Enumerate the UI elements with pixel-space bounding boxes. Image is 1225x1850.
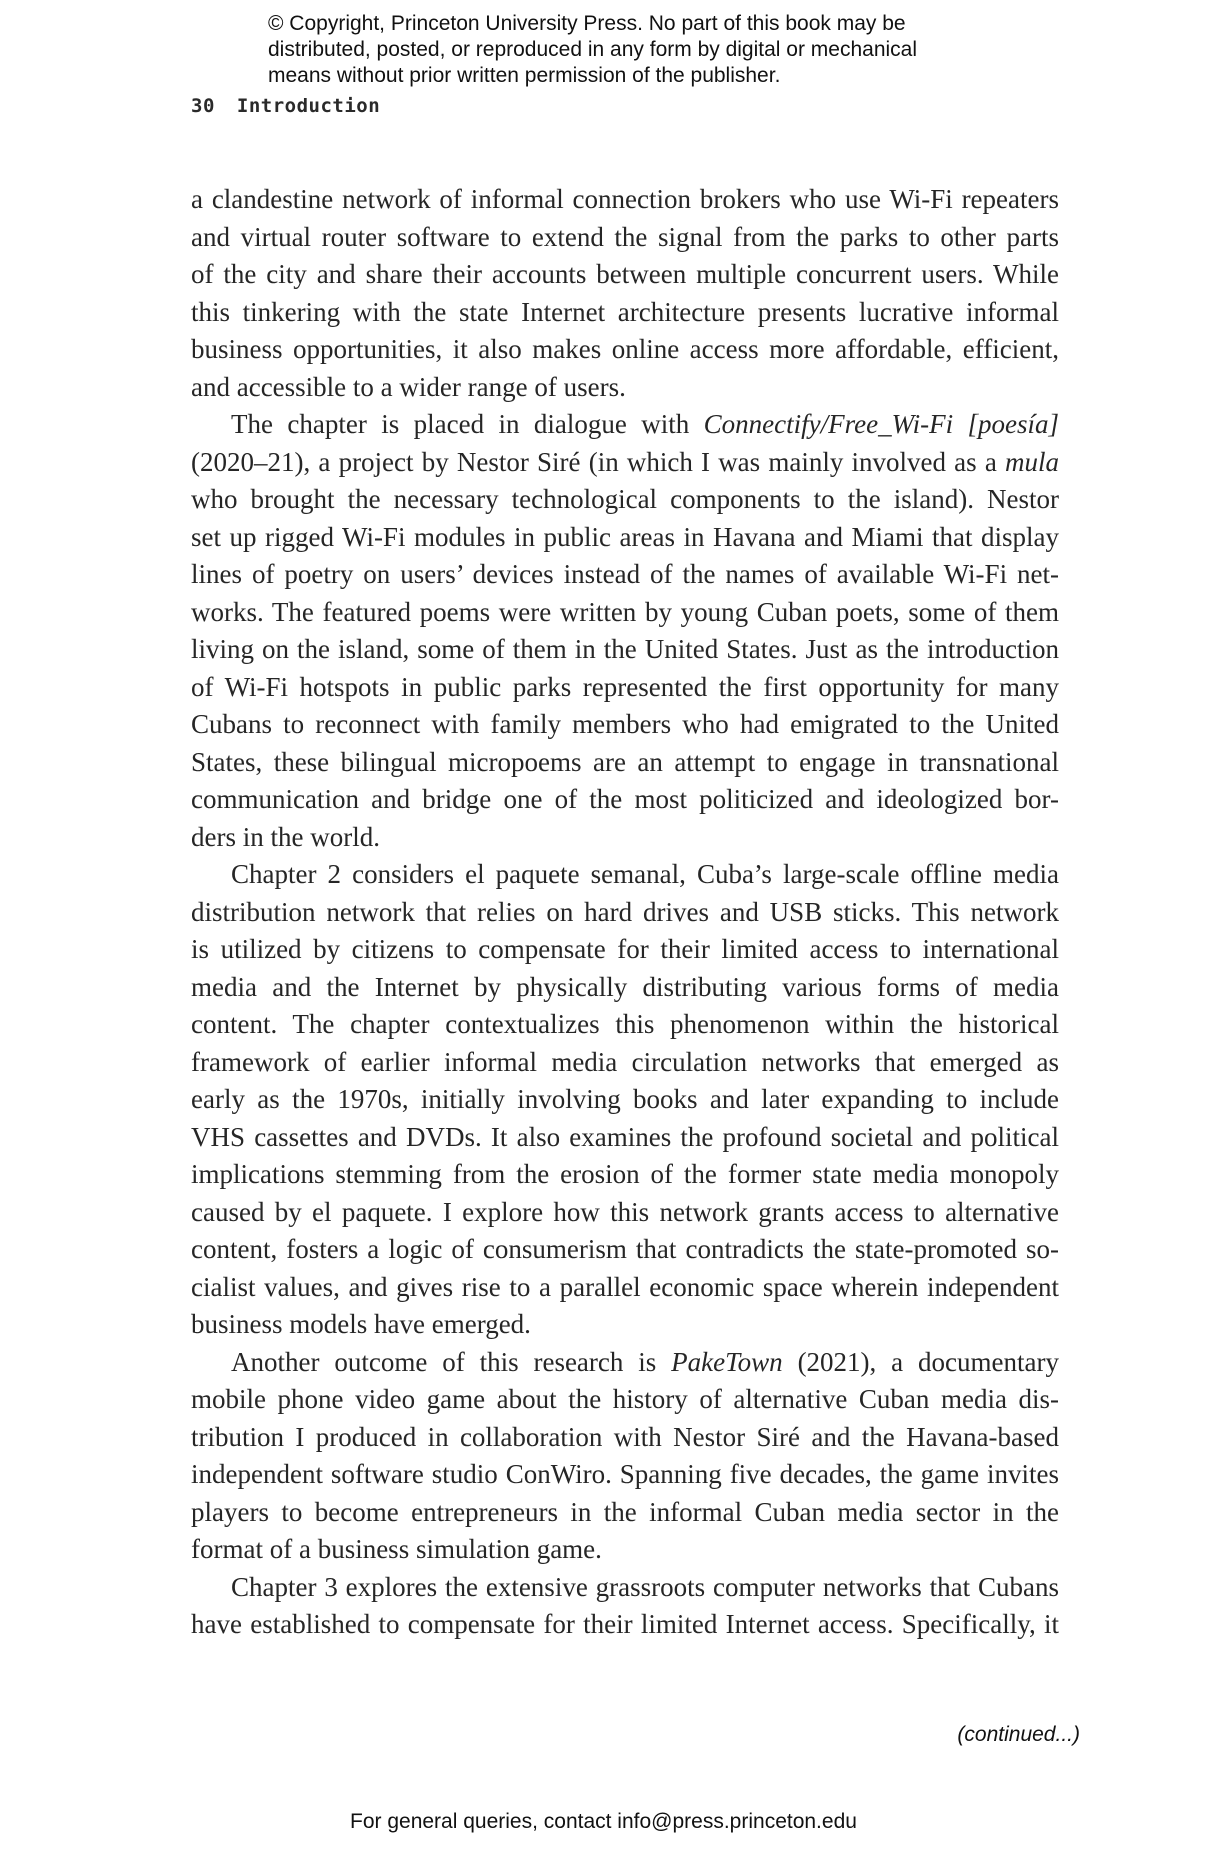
paragraph bbox=[191, 181, 1059, 406]
copyright-line: © Copyright, Princeton University Press. No part of this book may be bbox=[268, 12, 906, 35]
text-line bbox=[191, 1569, 1059, 1607]
text-line bbox=[191, 294, 1059, 332]
paragraph bbox=[191, 1344, 1059, 1569]
paragraph bbox=[191, 856, 1059, 1344]
text-run: and accessible to a wider range of users. bbox=[191, 371, 626, 402]
text-run: this tinkering with the state Internet architecture presents lucrative informal bbox=[191, 296, 1059, 327]
text-run: format of a business simulation game. bbox=[191, 1534, 602, 1564]
text-run: Chapter 2 considers el paquete semanal, Cuba’s large-scale offline media bbox=[231, 859, 1059, 889]
text-line bbox=[191, 1381, 1059, 1419]
text-line bbox=[191, 556, 1059, 594]
footer-contact: For general queries, contact info@press.princeton.edu bbox=[350, 1810, 857, 1833]
text-run: players to become entrepreneurs in the informal Cuban media sector in the bbox=[191, 1496, 1059, 1527]
body-text bbox=[191, 181, 1059, 1644]
text-line bbox=[191, 781, 1059, 819]
text-run: (2020–21), a project by Nestor Siré (in which I was mainly involved as a bbox=[191, 446, 1005, 477]
italic-title: Connectify/Free_Wi-Fi [poesía] bbox=[703, 409, 1059, 439]
text-run: tribution I produced in collaboration with Nestor Siré and the Havana-based bbox=[191, 1421, 1059, 1452]
text-run: cialist values, and gives rise to a parallel economic space wherein independent bbox=[191, 1271, 1059, 1302]
copyright-line: means without prior written permission of the publisher. bbox=[268, 64, 781, 87]
text-run: Chapter 3 explores the extensive grassroots computer networks that Cubans bbox=[231, 1571, 1059, 1602]
text-line bbox=[191, 1606, 1059, 1644]
text-run: of the city and share their accounts between multiple concurrent users. While bbox=[191, 259, 1059, 289]
text-run: Another outcome of this research is bbox=[231, 1346, 672, 1377]
text-run: content, fosters a logic of consumerism that contradicts the state-promoted so- bbox=[191, 1234, 1059, 1264]
text-run: have established to compensate for their limited Internet access. Specifically, it bbox=[191, 1609, 1059, 1639]
text-line bbox=[191, 256, 1059, 294]
italic-title: mula bbox=[1005, 446, 1059, 477]
section-title: Introduction bbox=[236, 95, 381, 117]
text-line bbox=[191, 181, 1059, 219]
text-line bbox=[191, 1119, 1059, 1157]
text-run: VHS cassettes and DVDs. It also examines the profound societal and political bbox=[191, 1121, 1059, 1152]
text-run: lines of poetry on users’ devices instead of the names of available Wi-Fi net- bbox=[191, 559, 1059, 589]
text-line bbox=[191, 1194, 1059, 1232]
text-line bbox=[191, 594, 1059, 632]
text-line bbox=[191, 669, 1059, 707]
text-run: The chapter is placed in dialogue with bbox=[231, 409, 704, 439]
text-line bbox=[191, 856, 1059, 894]
text-line bbox=[191, 1269, 1059, 1307]
text-run: independent software studio ConWiro. Spanning five decades, the game invites bbox=[191, 1459, 1059, 1489]
text-run: living on the island, some of them in the United States. Just as the introduction bbox=[191, 634, 1059, 664]
text-run: business opportunities, it also makes online access more affordable, efficient, bbox=[191, 334, 1059, 364]
text-run: and virtual router software to extend the signal from the parks to other parts bbox=[191, 221, 1059, 252]
paragraph bbox=[191, 406, 1059, 856]
text-run: a clandestine network of informal connection brokers who use Wi-Fi repeaters bbox=[191, 184, 1059, 214]
text-run: ders in the world. bbox=[191, 821, 380, 852]
text-line bbox=[191, 969, 1059, 1007]
text-line bbox=[191, 1231, 1059, 1269]
text-line bbox=[191, 444, 1059, 482]
copyright-notice bbox=[268, 11, 1028, 89]
text-line bbox=[191, 1081, 1059, 1119]
text-line bbox=[191, 1044, 1059, 1082]
text-line bbox=[191, 1456, 1059, 1494]
text-line bbox=[191, 1419, 1059, 1457]
paragraph bbox=[191, 1569, 1059, 1644]
text-run: is utilized by citizens to compensate for their limited access to international bbox=[191, 934, 1059, 964]
text-run: early as the 1970s, initially involving books and later expanding to include bbox=[191, 1084, 1059, 1114]
text-run: framework of earlier informal media circulation networks that emerged as bbox=[191, 1046, 1059, 1077]
text-line bbox=[191, 1006, 1059, 1044]
text-run: distribution network that relies on hard drives and USB sticks. This network bbox=[191, 896, 1059, 927]
running-head bbox=[191, 95, 380, 117]
text-line bbox=[191, 219, 1059, 257]
text-run: of Wi-Fi hotspots in public parks represented the first opportunity for many bbox=[191, 671, 1059, 702]
text-line bbox=[191, 369, 1059, 407]
text-run: business models have emerged. bbox=[191, 1309, 531, 1339]
text-line bbox=[191, 706, 1059, 744]
text-run: who brought the necessary technological components to the island). Nestor bbox=[191, 484, 1059, 514]
text-line bbox=[191, 1344, 1059, 1382]
text-line bbox=[191, 931, 1059, 969]
text-line bbox=[191, 406, 1059, 444]
text-run: caused by el paquete. I explore how this network grants access to alternative bbox=[191, 1196, 1059, 1227]
text-run: media and the Internet by physically distributing various forms of media bbox=[191, 971, 1059, 1002]
text-run: communication and bridge one of the most politicized and ideologized bor- bbox=[191, 784, 1059, 814]
italic-title: PakeTown bbox=[671, 1346, 783, 1377]
text-run: (2021), a documentary bbox=[782, 1346, 1059, 1377]
text-line bbox=[191, 519, 1059, 557]
text-run: mobile phone video game about the history of alternative Cuban media dis- bbox=[191, 1384, 1059, 1414]
text-line bbox=[191, 1531, 1059, 1569]
text-line bbox=[191, 744, 1059, 782]
page-number: 30 bbox=[191, 95, 215, 117]
text-run: States, these bilingual micropoems are an attempt to engage in transnational bbox=[191, 746, 1059, 777]
text-run: works. The featured poems were written by young Cuban poets, some of them bbox=[191, 596, 1059, 627]
text-line bbox=[191, 331, 1059, 369]
text-line bbox=[191, 819, 1059, 857]
text-line bbox=[191, 481, 1059, 519]
text-line bbox=[191, 894, 1059, 932]
text-run: content. The chapter contextualizes this phenomenon within the historical bbox=[191, 1009, 1059, 1039]
text-line bbox=[191, 1156, 1059, 1194]
text-run: Cubans to reconnect with family members who had emigrated to the United bbox=[191, 709, 1059, 739]
text-line bbox=[191, 1494, 1059, 1532]
text-run: implications stemming from the erosion of the former state media monopoly bbox=[191, 1159, 1059, 1189]
text-line bbox=[191, 631, 1059, 669]
copyright-line: distributed, posted, or reproduced in any form by digital or mechanical bbox=[268, 38, 918, 61]
text-run: set up rigged Wi-Fi modules in public areas in Havana and Miami that display bbox=[191, 521, 1059, 552]
continued-marker: (continued...) bbox=[957, 1723, 1080, 1746]
text-line bbox=[191, 1306, 1059, 1344]
